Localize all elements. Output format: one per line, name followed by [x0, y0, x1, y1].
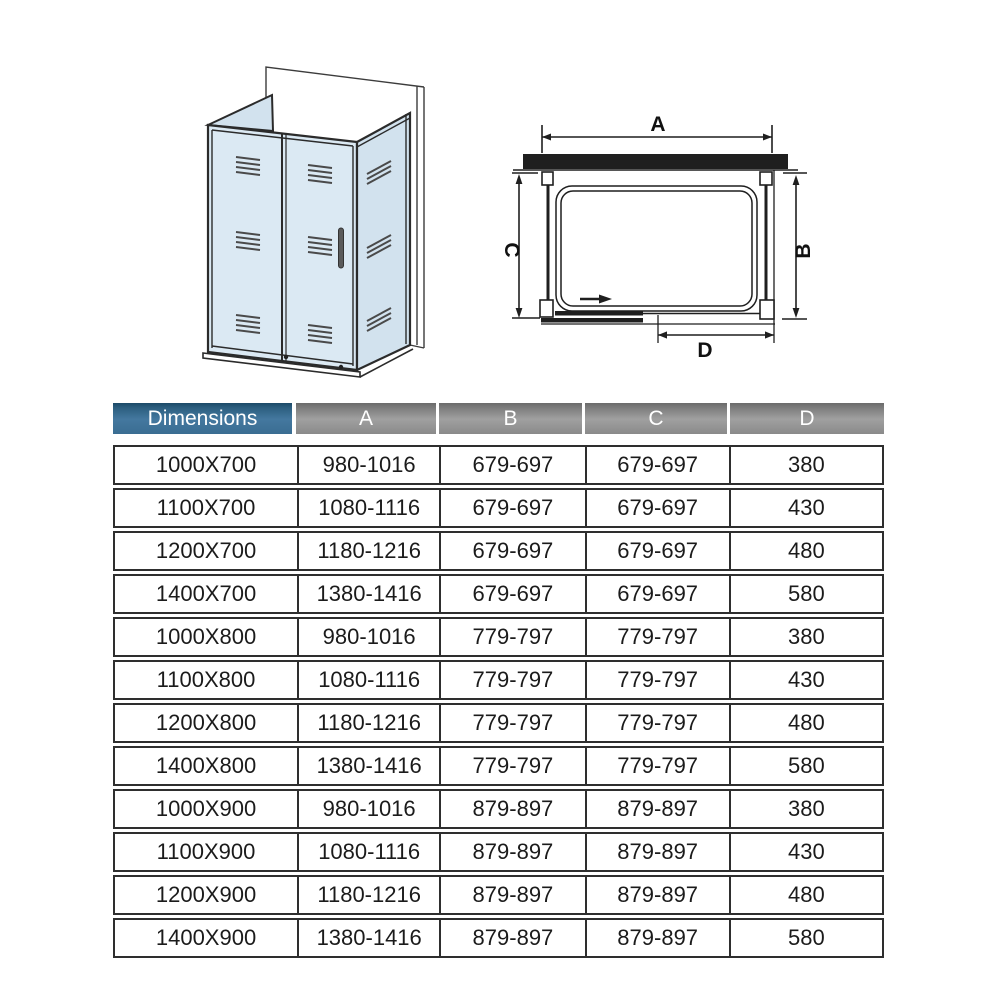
table-cell: 480	[729, 705, 882, 741]
table-cell: 980-1016	[297, 619, 439, 655]
table-row	[113, 445, 884, 485]
table-header-b: B	[439, 403, 585, 434]
arrowhead	[658, 331, 667, 338]
table-cell: 879-897	[439, 877, 584, 913]
shower-tray-outline	[556, 186, 757, 311]
table-cell: 380	[729, 791, 882, 827]
dim-label-b: B	[792, 243, 815, 259]
table-cell: 1080-1116	[297, 490, 439, 526]
table-cell: 1380-1416	[297, 748, 439, 784]
wall-bracket	[760, 300, 774, 319]
table-cell: 879-897	[585, 920, 729, 956]
table-row	[113, 531, 884, 571]
table-cell: 1400X900	[155, 925, 257, 950]
table-cell: 480	[729, 877, 882, 913]
door-handle	[339, 228, 344, 268]
door-roller	[339, 365, 343, 369]
fixed-door-panel	[541, 318, 643, 323]
table-cell: 1000X700	[155, 452, 257, 477]
table-cell: 380	[729, 619, 882, 655]
shower-tray-outline	[561, 191, 752, 306]
table-cell: 1000X800	[155, 624, 257, 649]
table-cell: 679-697	[439, 576, 584, 612]
table-cell: 1180-1216	[297, 705, 439, 741]
arrowhead	[516, 308, 523, 318]
dim-label-c: C	[500, 242, 523, 258]
table-cell: 879-897	[585, 834, 729, 870]
table-header-d: D	[730, 403, 884, 434]
table-cell: 1180-1216	[297, 877, 439, 913]
table-row	[113, 574, 884, 614]
table-cell: 779-797	[585, 705, 729, 741]
table-cell: 679-697	[585, 576, 729, 612]
table-cell: 1380-1416	[297, 920, 439, 956]
sliding-door-panel	[555, 311, 643, 316]
table-header-a: A	[296, 403, 439, 434]
table-cell: 879-897	[439, 791, 584, 827]
wall-bracket	[542, 172, 553, 185]
table-cell: 779-797	[439, 619, 584, 655]
table-row	[113, 746, 884, 786]
side-panel-right	[357, 113, 410, 370]
table-cell: 679-697	[439, 447, 584, 483]
table-header-dimensions: Dimensions	[113, 403, 296, 434]
table-cell: 879-897	[439, 834, 584, 870]
table-cell: 980-1016	[297, 447, 439, 483]
table-cell: 430	[729, 834, 882, 870]
table-row	[113, 789, 884, 829]
arrowhead	[793, 175, 800, 185]
table-cell: 580	[729, 748, 882, 784]
wall-bracket	[540, 300, 553, 317]
enclosure-topview-diagram	[492, 98, 827, 363]
table-cell: 1200X700	[155, 538, 257, 563]
table-row	[113, 703, 884, 743]
table-cell: 430	[729, 662, 882, 698]
dim-label-a: A	[650, 113, 666, 136]
table-row	[113, 832, 884, 872]
table-cell: 679-697	[439, 490, 584, 526]
table-cell: 1000X900	[155, 796, 257, 821]
table-row	[113, 875, 884, 915]
table-header-row	[113, 403, 884, 434]
dim-label-d: D	[697, 339, 713, 362]
table-row	[113, 918, 884, 958]
table-cell: 580	[729, 576, 882, 612]
table-cell: 1100X700	[156, 495, 256, 520]
table-cell: 779-797	[439, 705, 584, 741]
table-cell: 430	[729, 490, 882, 526]
table-cell: 879-897	[585, 877, 729, 913]
table-cell: 1200X800	[155, 710, 257, 735]
table-row	[113, 617, 884, 657]
table-cell: 679-697	[439, 533, 584, 569]
table-cell: 1100X800	[156, 667, 256, 692]
table-cell: 1200X900	[155, 882, 257, 907]
table-cell: 779-797	[439, 662, 584, 698]
glass-line-right	[765, 185, 768, 300]
table-cell: 879-897	[439, 920, 584, 956]
wall-bar	[523, 154, 788, 169]
table-cell: 679-697	[585, 490, 729, 526]
table-cell: 980-1016	[297, 791, 439, 827]
table-cell: 779-797	[439, 748, 584, 784]
arrowhead	[542, 134, 551, 141]
table-cell: 1080-1116	[297, 834, 439, 870]
wall-bracket	[760, 172, 772, 185]
table-cell: 1080-1116	[297, 662, 439, 698]
arrowhead	[793, 308, 800, 318]
table-cell: 779-797	[585, 619, 729, 655]
table-cell: 380	[729, 447, 882, 483]
table-cell: 679-697	[585, 447, 729, 483]
table-cell: 1380-1416	[297, 576, 439, 612]
table-body	[113, 445, 884, 958]
table-cell: 1400X700	[155, 581, 257, 606]
arrowhead	[765, 331, 774, 338]
table-cell: 879-897	[585, 791, 729, 827]
table-cell: 480	[729, 533, 882, 569]
table-cell: 1180-1216	[297, 533, 439, 569]
table-row	[113, 660, 884, 700]
table-cell: 679-697	[585, 533, 729, 569]
arrowhead	[516, 174, 523, 184]
table-header-c: C	[585, 403, 730, 434]
glass-line-left	[547, 185, 550, 300]
table-row	[113, 488, 884, 528]
table-cell: 580	[729, 920, 882, 956]
table-cell: 779-797	[585, 662, 729, 698]
table-cell: 779-797	[585, 748, 729, 784]
arrowhead	[763, 134, 772, 141]
door-roller	[284, 355, 288, 359]
table-cell: 1100X900	[156, 839, 256, 864]
table-cell: 1400X800	[155, 753, 257, 778]
dimensions-table	[113, 403, 884, 961]
enclosure-3d-diagram	[165, 48, 455, 393]
